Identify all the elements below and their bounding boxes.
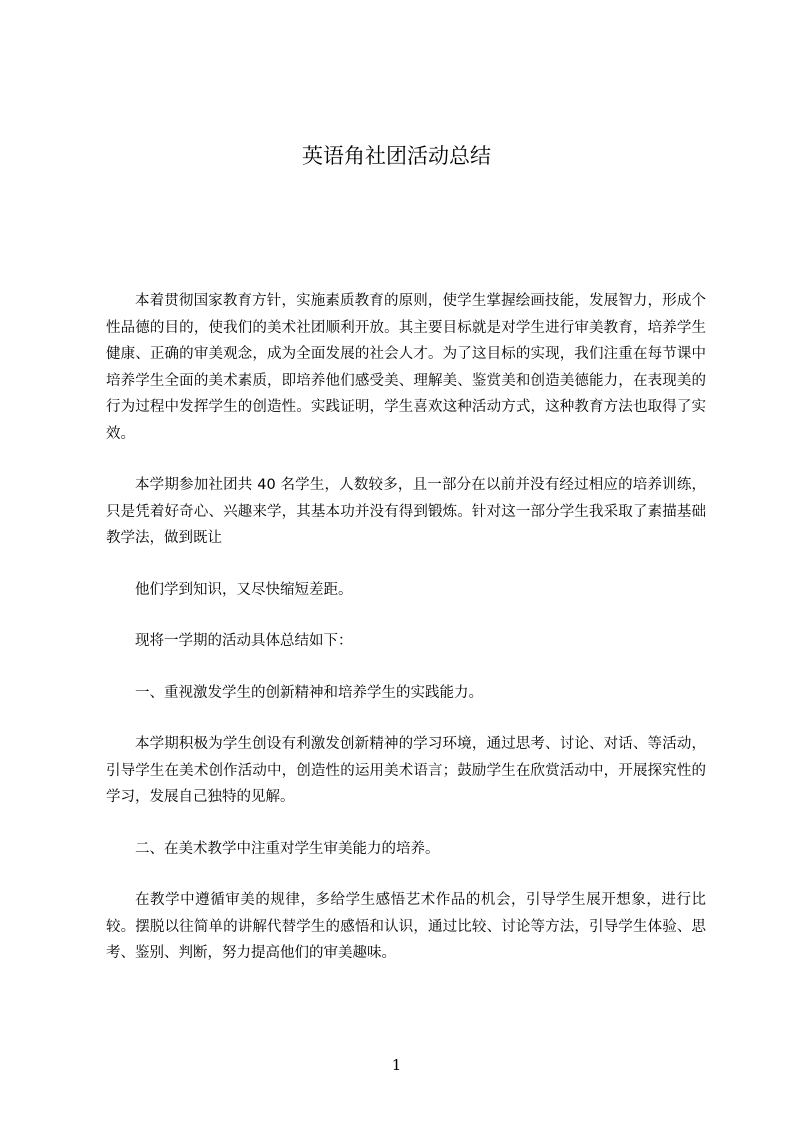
section-heading-2: 二、在美术教学中注重对学生审美能力的培养。 <box>135 840 440 857</box>
paragraph-section-2: 在教学中遵循审美的规律，多给学生感悟艺术作品的机会，引导学生展开想象，进行比较。摆脱以往简单的讲解代替学生的感悟和认识，通过比较、讨论等方法，引导学生体验、思考、鉴别、判断，努力提高他们的审美趣味。 <box>106 892 706 961</box>
document-body <box>106 288 706 967</box>
paragraph-section-1: 本学期积极为学生创设有利激发创新精神的学习环境，通过思考、讨论、对话、等活动，引导学生在美术创作活动中，创造性的运用美术语言；鼓励学生在欣赏活动中，开展探究性的学习，发展自己独特的见解。 <box>106 736 706 805</box>
document-title: 英语角社团活动总结 <box>302 144 491 168</box>
paragraph-summary-intro: 现将一学期的活动具体总结如下： <box>135 633 353 649</box>
section-heading-1: 一、重视激发学生的创新精神和培养学生的实践能力。 <box>135 684 483 701</box>
paragraph-students: 本学期参加社团共 40 名学生，人数较多，且一部分在以前并没有经过相应的培养训练，只是凭着好奇心、兴趣来学，其基本功并没有得到锻炼。针对这一部分学生我采取了素描基础教学法，做到既让 <box>106 477 706 546</box>
paragraph-continuation: 他们学到知识，又尽快缩短差距。 <box>135 581 353 598</box>
page-number: 1 <box>391 1056 402 1074</box>
paragraph-intro: 本着贯彻国家教育方针，实施素质教育的原则，使学生掌握绘画技能，发展智力，形成个性品德的目的，使我们的美术社团顺利开放。其主要目标就是对学生进行审美教育，培养学生健康、正确的审美观念，成为全面发展的社会人才。为了这目标的实现，我们注重在每节课中培养学生全面的美术素质，即培养他们感受美、理解美、鉴赏美和创造美德能力，在表现美的行为过程中发挥学生的创造性。实践证明，学生喜欢这种活动方式，这种教育方法也取得了实效。 <box>106 293 706 442</box>
